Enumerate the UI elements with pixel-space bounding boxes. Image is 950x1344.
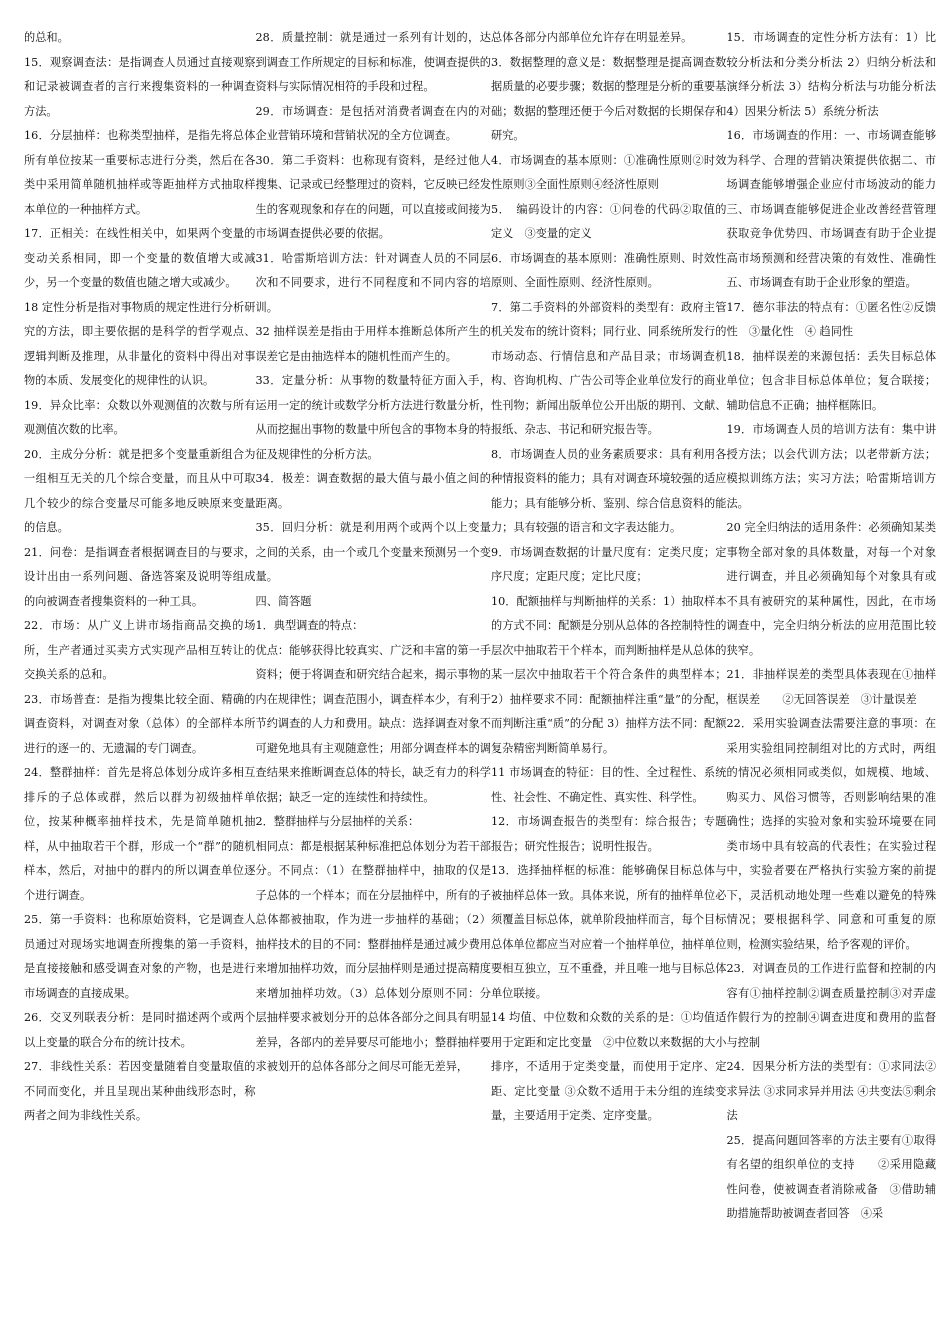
text-column-2 <box>256 26 491 1344</box>
paragraph: 13．选择抽样框的标准：能够确保目标总体与被抽样总体一致。具体来说，所有的抽样单位必须覆盖目标总体，就单阶段抽样而言，每个目标总体单位都应当对应着一个抽样单位，抽样单位要相互独立，互不重叠，并且唯一地与目标总体单位联接。 <box>490 864 727 1000</box>
paragraph: 22．采用实验调查法需要注意的事项：在采用实验组同控制组对比的方式时，两组的情况必须相同或类似，如规模、地域、购买力、风俗习惯等，否则影响结果的准确性；选择的实验对象和实验环境要在同类市场中具有较高的代表性；在实验过程中，实验者要在严格执行实验方案的前提下，灵活机动地处理一些难以避免的特殊情况；要根据科学、同意和可重复的原则，检测实验结果，给予客观的评价。 <box>726 717 937 951</box>
paragraph: 28．质量控制：就是通过一系列有计划的，达到调查工作所规定的目标和标准，使调查提供的资料与实际情况相符的手段和过程。 <box>255 31 491 93</box>
paragraph: 25．第一手资料：也称原始资料，它是调查人员通过对现场实地调查所搜集的第一手资料，是直接接触和感受调查对象的产物，也是进行市场调查的直接成果。 <box>24 913 256 1000</box>
paragraph: 18．抽样误差的来源包括：丢失目标总体单位；包含非目标总体单位；复合联接；辅助信息不正确；抽样框陈旧。 <box>726 349 937 412</box>
paragraph: 11 市场调查的特征：目的性、全过程性、系统性、社会性、不确定性、真实性、科学性。 <box>490 766 727 804</box>
paragraph: 18 定性分析是指对事物质的规定性进行分析研究的方法，即主要依据的是科学的哲学观点、逻辑判断及推理，从非量化的资料中得出对事物的本质、发展变化的规律性的认识。 <box>24 300 256 387</box>
paragraph: 23．对调查员的工作进行监督和控制的内容有①抽样控制②调查质量控制③对弄虚作假行为的控制④调查进度和费用的监督与控制 <box>726 962 937 1049</box>
paragraph: 30．第二手资料：也称现有资料，是经过他人搜集、记录或已经整理过的资料，它反映已经发生的客观现象和存在的问题，可以直接或间接为市场调查提供必要的依据。 <box>255 153 491 240</box>
paragraph: 12．市场调查报告的类型有：综合报告；专题报告；研究性报告；说明性报告。 <box>490 815 727 853</box>
paragraph: 25．提高问题回答率的方法主要有①取得有名望的组织单位的支持 ②采用隐藏性问卷，使被调查者消除戒备 ③借助辅助措施帮助被调查者回答 ④采 <box>726 1133 937 1220</box>
paragraph: 19．异众比率：众数以外观测值的次数与所有观测值次数的比率。 <box>24 398 256 436</box>
paragraph: 2．整群抽样与分层抽样的关系： <box>255 815 420 828</box>
paragraph: 9．市场调查数据的计量尺度有：定类尺度；定序尺度；定距尺度；定比尺度； <box>490 545 727 583</box>
paragraph: 22．市场：从广义上讲市场指商品交换的场所，生产者通过买卖方式实现产品相互转让的交换关系的总和。 <box>24 619 256 681</box>
paragraph: 20 完全归纳法的适用条件：必须确知某类事物全部对象的具体数量，对每一个对象进行调查，并且必须确知每个对象具有或不具有被研究的某种属性，因此，在市场调查中，完全归纳分析法的应用范围比较狭窄。 <box>726 521 937 657</box>
paragraph: 4．市场调查的基本原则：①准确性原则②时效性原则③全面性原则④经济性原则 <box>490 153 727 191</box>
paragraph: 14 均值、中位数和众数的关系的是：①均值适用于定距和定比变量 ②中位数以来数据的大小排序，不适用于定类变量，而使用于定序、定距、定比变量 ③众数不适用于未分组的连续变量，主要适用于定类、定序变量。 <box>490 1011 727 1122</box>
paragraph: 的总和。 <box>24 31 69 44</box>
paragraph: 35．回归分析：就是利用两个或两个以上变量之间的关系，由一个或几个变量来预测另一个变量。 <box>255 521 491 583</box>
paragraph: 5． 编码设计的内容：①问卷的代码②取值的定义 ③变量的定义 <box>490 202 727 240</box>
paragraph: 17．正相关：在线性相关中，如果两个变量的变动关系相同，即一个变量的数值增大或减少，另一个变量的数值也随之增大或减少。 <box>24 227 256 289</box>
paragraph: 29．市场调查：是包括对消费者调查在内的对企业营销环境和营销状况的全方位调查。 <box>255 104 491 142</box>
paragraph: 相同点：都是根据某种标准把总体划分为若干部分。不同点：（1）在整群抽样中，抽取的仅是子总体的一个样本；而在分层抽样中，所有的子总体都被抽取，作为进一步抽样的基础；（2）抽样技术的目的不同：整群抽样是通过减少费用来增加抽样功效，而分层抽样则是通过提高精度来增加抽样功效。（3）总体划分原则不同：分层抽样要求被划分开的总体各部分之间具有明显差异，各部内的差异要尽可能地小；整群抽样要求被划开的总体各部分之间尽可能无差异， <box>255 839 491 1073</box>
text-column-3 <box>491 26 726 1344</box>
paragraph: 24．因果分析方法的类型有：①求同法②求异法 ③求同求异并用法 ④共变法⑤剩余法 <box>726 1060 937 1122</box>
paragraph: 23．市场普查：是指为搜集比较全面、精确的调查资料，对调查对象（总体）的全部样本所进行的逐一的、无遗漏的专门调查。 <box>24 692 256 755</box>
paragraph: 19．市场调查人员的培训方法有：集中讲授方法；以会代训方法；以老带新方法；模拟训练方法；实习方法；哈雷斯培训方法。 <box>726 423 937 510</box>
paragraph: 33．定量分析：从事物的数量特征方面入手，运用一定的统计或数学分析方法进行数量分析，从而挖掘出事物的数量中所包含的事物本身的特征及规律性的分析方法。 <box>255 374 491 461</box>
paragraph: 优点：能够获得比较真实、广泛和丰富的第一手资料；便于将调查和研究结合起来，揭示事物的内在规律性；调查范围小，调查样本少，有利于节约调查的人力和费用。缺点：选择调查对象不可避免地具有主观随意性；用部分调查样本的调查结果来推断调查总体的特长，缺乏有力的科学依据；缺乏一定的连续性和持续性。 <box>255 643 491 804</box>
paragraph: 16．分层抽样：也称类型抽样，是指先将总体所有单位按某一重要标志进行分类，然后在各类中采用简单随机抽样或等距抽样方式抽取样本单位的一种抽样方式。 <box>24 129 256 216</box>
paragraph: 21．非抽样误差的类型具体表现在①抽样框误差 ②无回答误差 ③计量误差 <box>726 668 937 706</box>
text-column-4 <box>726 26 936 1344</box>
paragraph: 8．市场调查人员的业务素质要求：具有利用各种情报资料的能力；具有对调查环境较强的适应能力；具有能够分析、鉴别、综合信息资料的能力；具有较强的语言和文字表达能力。 <box>490 447 727 534</box>
paragraph: 总体各部分内部单位允许存在明显差异。 <box>490 31 693 44</box>
paragraph: 16．市场调查的作用：一、市场调查能够为科学、合理的营销决策提供依据二、市场调查能够增强企业应付市场波动的能力三、市场调查能够促进企业改善经营管理获取竞争优势四、市场调查有助于企业提高市场预测和经营决策的有效性、准确性五、市场调查有助于企业形象的塑造。 <box>726 129 937 289</box>
text-column-1 <box>24 26 256 1344</box>
paragraph: 10．配额抽样与判断抽样的关系：1）抽取样本的方式不同：配额是分别从总体的各控制特性的层次中抽取若干个样本，而判断抽样是从总体的某一层次中抽取若干个符合条件的典型样本；2）抽样要求不同：配额抽样注重“量”的分配，而判断注重“质”的分配 3）抽样方法不同：配额复杂精密判断简单易行。 <box>490 594 727 755</box>
paragraph: 7．第二手资料的外部资料的类型有：政府主管机关发布的统计资料；同行业、同系统所发行的市场动态、行情信息和产品目录；市场调查机构、咨询机构、广告公司等企业单位发行的商业性刊物；新闻出版单位公开出版的期刊、文献、报纸、杂志、书记和研究报告等。 <box>490 300 727 436</box>
paragraph: 31．哈雷斯培训方法：针对调查人员的不同层次和不同要求，进行不同程度和不同内容的培训。 <box>255 251 491 314</box>
paragraph: 21．问卷：是指调查者根据调查目的与要求，设计出由一系列问题、备选答案及说明等组成的向被调查者搜集资料的一种工具。 <box>24 545 256 608</box>
paragraph: 17．德尔菲法的特点有：①匿名性②反馈性 ③量化性 ④ 趋同性 <box>726 300 937 338</box>
paragraph: 15．市场调查的定性分析方法有：1）比较分析法和分类分析法 2）归纳分析法和演绎分析法 3）结构分析法与功能分析法 4）因果分析法 5）系统分析法 <box>726 31 937 118</box>
paragraph: 3．数据整理的意义是：数据整理是提高调查数据质量的必要步骤；数据的整理是分析的重要基础；数据的整理还便于今后对数据的长期保存和研究。 <box>490 55 727 142</box>
section-heading: 四、简答题 <box>255 594 312 608</box>
paragraph: 15．观察调查法：是指调查人员通过直接观察和记录被调查者的言行来搜集资料的一种调查方法。 <box>24 55 256 118</box>
paragraph: 1．典型调查的特点： <box>255 619 364 632</box>
paragraph: 6．市场调查的基本原则：准确性原则、时效性原则、全面性原则、经济性原则。 <box>490 251 727 289</box>
paragraph: 24．整群抽样：首先是将总体划分成许多相互排斥的子总体或群，然后以群为初级抽样单位，按某种概率抽样技术，先是简单随机抽样，从中抽取若干个群，形成一个“群”的随机样本，然后，对抽中的群内的所以调查单位逐个进行调查。 <box>24 766 256 902</box>
paragraph: 34．极差：调查数据的最大值与最小值之间的距离。 <box>255 472 491 510</box>
paragraph: 27．非线性关系：若因变量随着自变量取值的不同而变化，并且呈现出某种曲线形态时，称两者之间为非线性关系。 <box>24 1060 256 1122</box>
paragraph: 26．交叉列联表分析：是同时描述两个或两个以上变量的联合分布的统计技术。 <box>24 1011 256 1049</box>
paragraph: 32 抽样误差是指由于用样本推断总体所产生的误差它是由抽选样本的随机性而产生的。 <box>255 325 491 363</box>
paragraph: 20．主成分分析：就是把多个变量重新组合为一组相互无关的几个综合变量，而且从中可取几个较少的综合变量尽可能多地反映原来变量的信息。 <box>24 447 256 534</box>
